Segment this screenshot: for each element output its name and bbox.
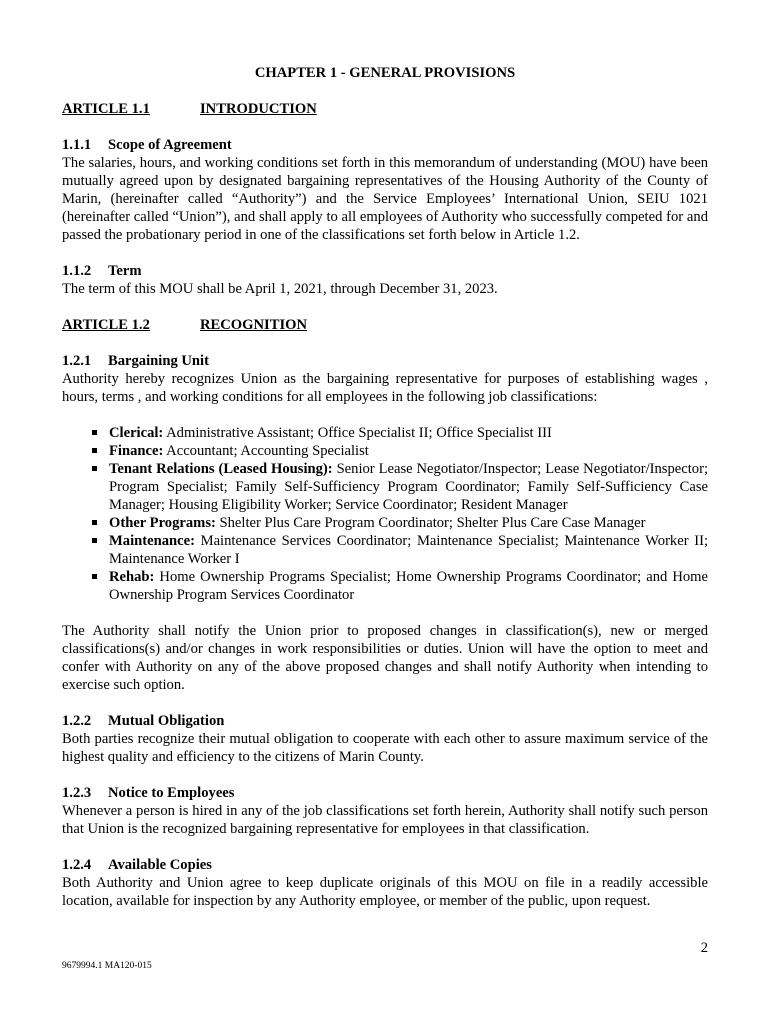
section (62, 784, 708, 838)
classification-text: Shelter Plus Care Program Coordinator; Shelter Plus Care Case Manager (215, 515, 646, 531)
section (62, 712, 708, 766)
section-number: 1.1.2 (62, 263, 92, 279)
list-item (92, 424, 708, 442)
list-item (92, 568, 708, 604)
classification-list (62, 424, 708, 604)
section-number: 1.2.4 (62, 857, 92, 873)
bullet-icon (92, 538, 97, 543)
section (62, 352, 708, 406)
classification-text: Administrative Assistant; Office Specialist II; Office Specialist III (163, 425, 552, 441)
classification-label: Rehab: (109, 569, 155, 585)
section-title: Mutual Obligation (108, 713, 225, 729)
article-heading (62, 316, 708, 334)
section-title: Available Copies (108, 857, 212, 873)
section-number: 1.2.3 (62, 785, 92, 801)
classification-text: Senior Lease Negotiator/Inspector; Lease Negotiator/Inspector; Program Specialist; Family Self-Sufficiency Program Coordinator; Family Self-Sufficiency Case Manager; Housing Eligibility Worker; Service Coordinator; Resident Manager (109, 461, 709, 513)
section-title: Term (108, 263, 142, 279)
section-number: 1.1.1 (62, 137, 92, 153)
article-title: RECOGNITION (200, 317, 308, 333)
list-item (92, 442, 708, 460)
article-number: ARTICLE 1.1 (62, 101, 150, 117)
section-heading (62, 856, 708, 874)
bullet-icon (92, 520, 97, 525)
section-text: Authority hereby recognizes Union as the bargaining representative for purposes of establishing wages , hours, terms , and working conditions for all employees in the following job classifications: (62, 371, 708, 405)
classification-text: Home Ownership Programs Specialist; Home Ownership Programs Coordinator; and Home Ownership Program Services Coordinator (109, 569, 708, 603)
section-text: The term of this MOU shall be April 1, 2021, through December 31, 2023. (62, 281, 498, 297)
section-title: Notice to Employees (108, 785, 235, 801)
section-text: Both parties recognize their mutual obligation to cooperate with each other to assure maximum service of the highest quality and efficiency to the citizens of Marin County. (62, 731, 708, 765)
bullet-icon (92, 430, 97, 435)
section-heading (62, 784, 708, 802)
section-heading (62, 712, 708, 730)
classification-text: Maintenance Services Coordinator; Maintenance Specialist; Maintenance Worker II; Maintenance Worker I (109, 533, 708, 567)
list-item (92, 532, 708, 568)
section-text: The salaries, hours, and working conditions set forth in this memorandum of understanding (MOU) have been mutually agreed upon by designated bargaining representatives of the Housing Authority of the County of Marin, (hereinafter called “Authority”) and the Service Employees’ International Union, SEIU 1021 (hereinafter called “Union”), and shall apply to all employees of Authority who successfully competed for and passed the probationary period in one of the classifications set forth below in Article 1.2. (62, 155, 708, 243)
page-number: 2 (700, 940, 708, 956)
classification-text: Accountant; Accounting Specialist (163, 443, 369, 459)
section-text: The Authority shall notify the Union prior to proposed changes in classification(s), new or merged classifications(s) and/or changes in work responsibilities or duties. Union will have the option to meet and confer with Authority on any of the above proposed changes and shall notify Authority when intending to exercise such option. (62, 623, 708, 693)
document-page (62, 64, 708, 928)
list-item (92, 460, 708, 514)
article-title: INTRODUCTION (200, 101, 317, 117)
bullet-icon (92, 448, 97, 453)
section (62, 262, 708, 298)
list-item (92, 514, 708, 532)
section-number: 1.2.2 (62, 713, 92, 729)
chapter-title: CHAPTER 1 - GENERAL PROVISIONS (254, 65, 516, 81)
section-title: Bargaining Unit (108, 353, 209, 369)
article-number: ARTICLE 1.2 (62, 317, 150, 333)
bullet-icon (92, 574, 97, 579)
classification-label: Finance: (109, 443, 164, 459)
section (62, 856, 708, 910)
section-number: 1.2.1 (62, 353, 92, 369)
footer-document-id: 9679994.1 MA120-015 (62, 961, 152, 971)
classification-label: Clerical: (109, 425, 164, 441)
section (62, 622, 708, 694)
section-heading (62, 262, 708, 280)
section-title: Scope of Agreement (108, 137, 232, 153)
article-heading (62, 100, 708, 118)
classification-label: Tenant Relations (Leased Housing): (109, 461, 333, 477)
classification-label: Other Programs: (109, 515, 216, 531)
section-heading (62, 136, 708, 154)
section-text: Both Authority and Union agree to keep duplicate originals of this MOU on file in a readily accessible location, available for inspection by any Authority employee, or member of the public, upon request. (62, 875, 708, 909)
bullet-icon (92, 466, 97, 471)
classification-label: Maintenance: (109, 533, 195, 549)
section-text: Whenever a person is hired in any of the job classifications set forth herein, Authority shall notify such person that Union is the recognized bargaining representative for employees in that classification. (62, 803, 708, 837)
section (62, 136, 708, 244)
section-heading (62, 352, 708, 370)
